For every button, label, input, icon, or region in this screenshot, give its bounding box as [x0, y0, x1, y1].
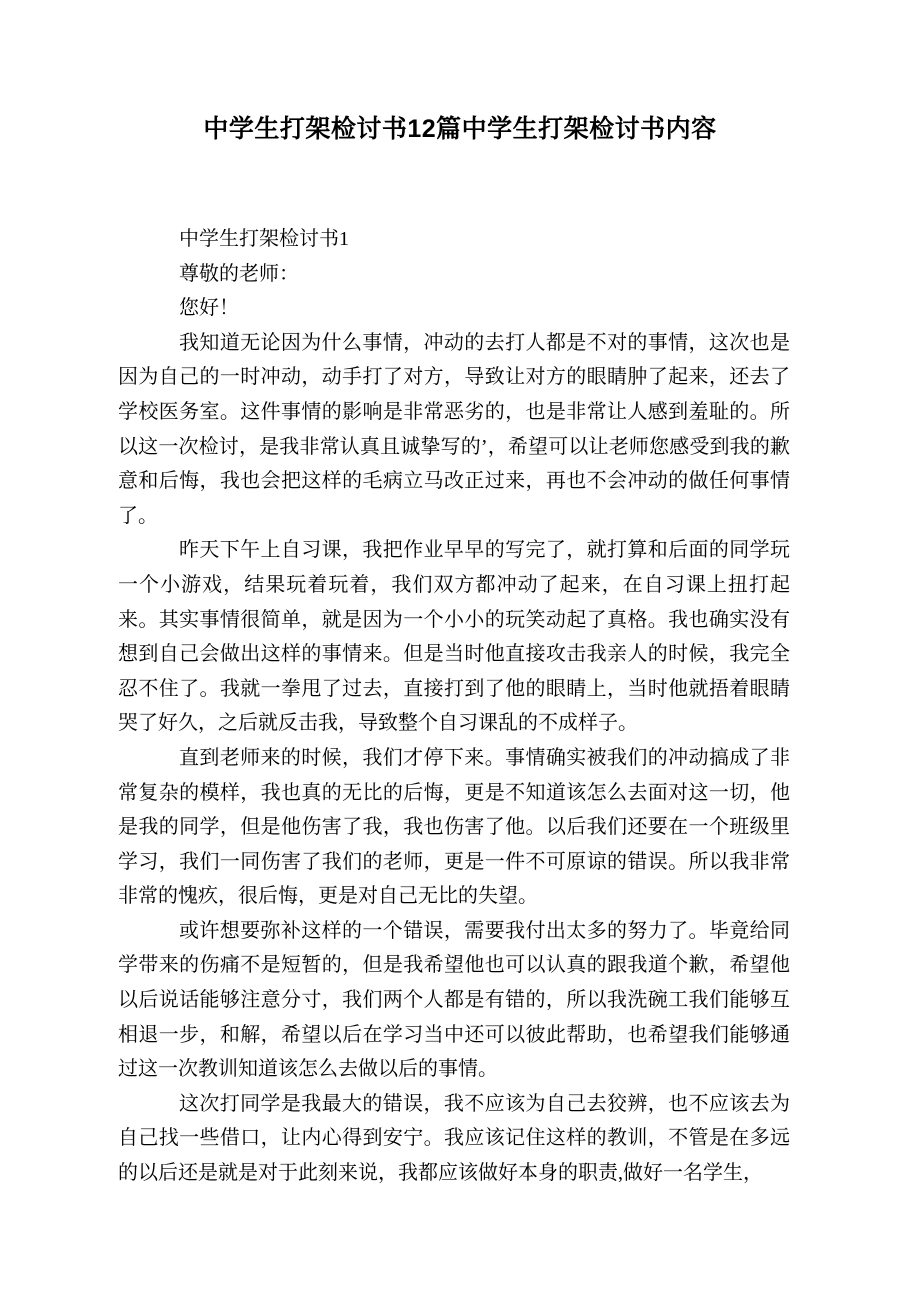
body-paragraph-3: 直到老师来的时候，我们才停下来。事情确实被我们的冲动搞成了非常复杂的模样，我也真的无比的后悔，更是不知道该怎么去面对这一切，他是我的同学，但是他伤害了我，我也伤害了他。以后我们还要在一个班级里学习，我们一同伤害了我们的老师，更是一件不可原谅的错误。所以我非常非常的愧疚，很后悔，更是对自己无比的失望。	[118, 746, 790, 908]
greeting: 您好！	[179, 297, 239, 320]
body-paragraph-1: 我知道无论因为什么事情，冲动的去打人都是不对的事情，这次也是因为自己的一时冲动，动手打了对方，导致让对方的眼睛肿了起来，还去了学校医务室。这件事情的影响是非常恶劣的，也是非常让人感到羞耻的。所以这一次检讨，是我非常认真且诚挚写的’，希望可以让老师您感受到我的歉意和后悔，我也会把这样的毛病立马改正过来，再也不会冲动的做任何事情了。	[118, 331, 790, 527]
body-paragraph-4: 或许想要弥补这样的一个错误，需要我付出太多的努力了。毕竟给同学带来的伤痛不是短暂的，但是我希望他也可以认真的跟我道个歉，希望他以后说话能够注意分寸，我们两个人都是有错的，所以我洗碗工我们能够互相退一步，和解，希望以后在学习当中还可以彼此帮助，也希望我们能够通过这一次教训知道该怎么去做以后的事情。	[118, 919, 790, 1081]
body-paragraph-5: 这次打同学是我最大的错误，我不应该为自己去狡辨，也不应该去为自己找一些借口，让内心得到安宁。我应该记住这样的教训，不管是在多远的以后还是就是对于此刻来说，我都应该做好本身的职责,做好一名学生，	[118, 1092, 790, 1185]
document-body	[118, 222, 790, 1191]
section-heading: 中学生打架检讨书1	[179, 228, 349, 250]
salutation: 尊敬的老师：	[179, 262, 299, 285]
document-title: 中学生打架检讨书12篇中学生打架检讨书内容	[203, 115, 717, 143]
body-paragraph-2: 昨天下午上自习课，我把作业早早的写完了，就打算和后面的同学玩一个小游戏，结果玩着玩着，我们双方都冲动了起来，在自习课上扭打起来。其实事情很简单，就是因为一个小小的玩笑动起了真格。我也确实没有想到自己会做出这样的事情来。但是当时他直接攻击我亲人的时候，我完全忍不住了。我就一拳甩了过去，直接打到了他的眼睛上，当时他就捂着眼睛哭了好久，之后就反击我，导致整个自习课乱的不成样子。	[118, 539, 790, 735]
